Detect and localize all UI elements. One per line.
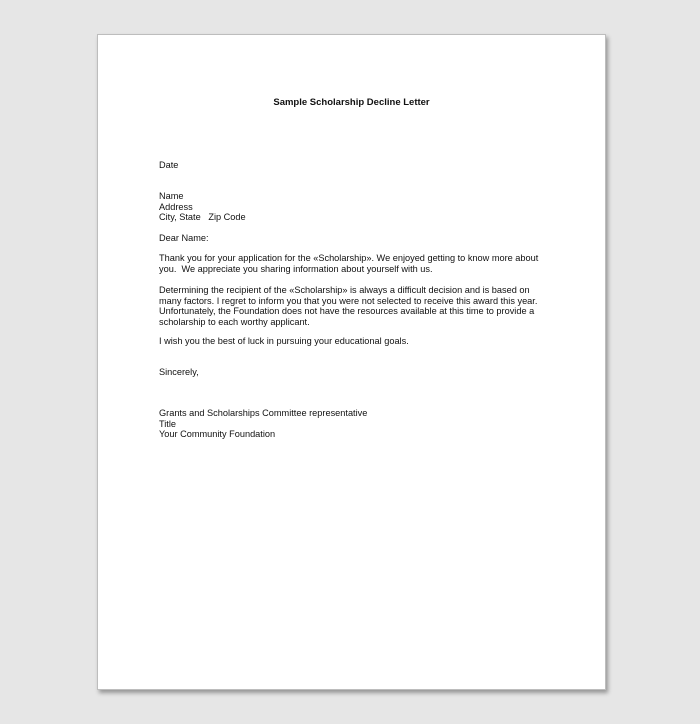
recipient-block [159, 191, 549, 223]
paragraph-2-line: many factors. I regret to inform you that you were not selected to receive this award this year. [159, 295, 538, 306]
salutation: Dear Name: [159, 233, 209, 243]
recipient-city-state-zip: City, State Zip Code [159, 212, 246, 222]
paragraph-2-line: Determining the recipient of the «Scholarship» is always a difficult decision and is based on [159, 285, 530, 295]
signature-line-2: Title [159, 418, 177, 429]
paragraph-1-line: Thank you for your application for the «Scholarship». We enjoyed getting to know more about [159, 253, 539, 263]
closing: Sincerely, [159, 367, 199, 377]
paragraph-2 [159, 285, 549, 327]
signature-line-1: Grants and Scholarships Committee representative [159, 408, 368, 418]
paragraph-1-line: you. We appreciate you sharing information about yourself with us. [159, 263, 433, 274]
recipient-address: Address [159, 201, 193, 212]
signature-line-3: Your Community Foundation [159, 429, 276, 439]
paragraph-2-line: Unfortunately, the Foundation does not have the resources available at this time to provide a [159, 306, 535, 316]
signature-block [159, 408, 549, 440]
letter-title: Sample Scholarship Decline Letter [273, 97, 430, 108]
recipient-name: Name [159, 191, 184, 201]
paragraph-1 [159, 253, 549, 274]
paragraph-3: I wish you the best of luck in pursuing your educational goals. [159, 336, 409, 346]
letter-page [97, 34, 606, 690]
date-line: Date [159, 160, 179, 170]
paragraph-2-line: scholarship to each worthy applicant. [159, 316, 310, 327]
